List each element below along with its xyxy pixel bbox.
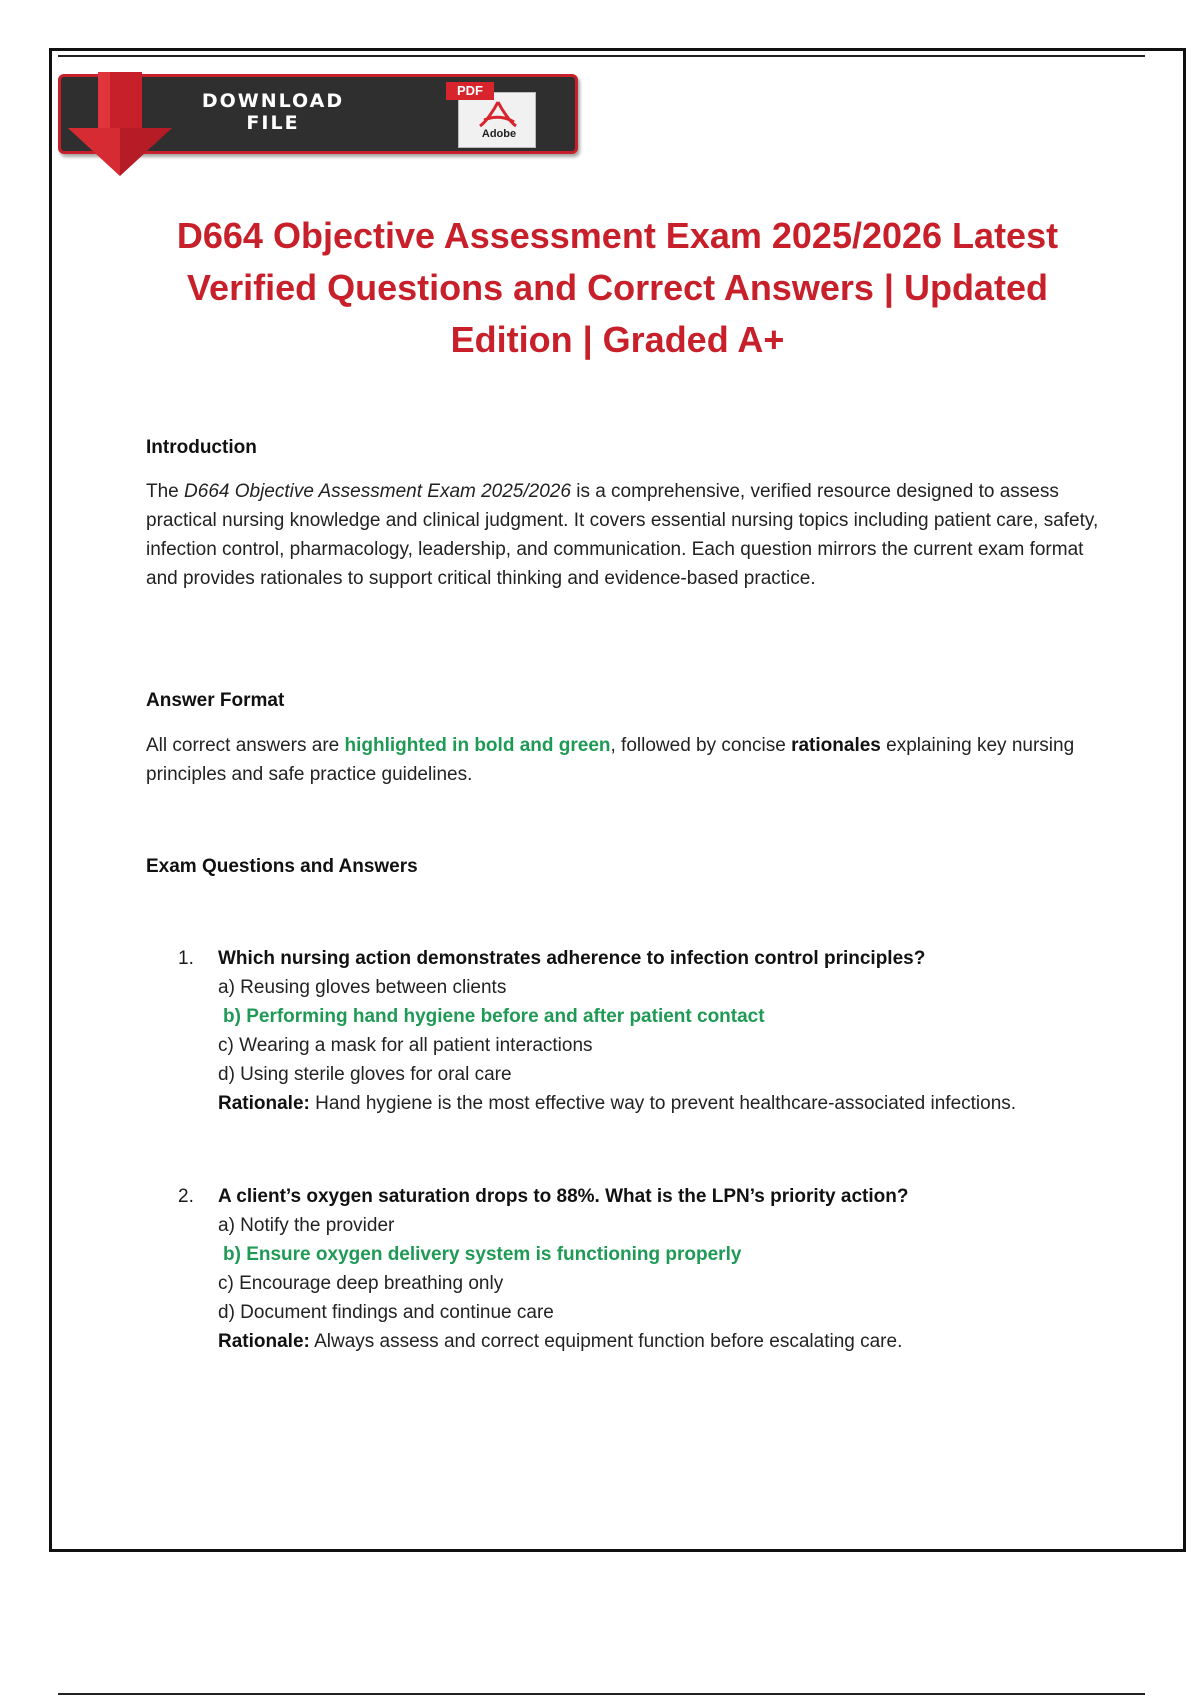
rationale-text: Hand hygiene is the most effective way to prevent healthcare-associated infections. [309,1093,1017,1114]
adobe-logo-icon [476,100,520,130]
pdf-tag: PDF [446,82,494,100]
answer-format-bold-text: rationales [791,735,881,756]
pdf-file-icon [438,82,538,150]
title-line-2: Verified Questions and Correct Answers | Updated [187,267,1048,308]
answer-format-part2: , followed by concise [610,735,792,756]
adobe-label: Adobe [481,128,517,140]
exam-heading: Exam Questions and Answers [146,856,418,877]
introduction-section [146,433,1106,593]
title-line-1: D664 Objective Assessment Exam 2025/2026 Latest [176,215,1059,256]
download-file-banner[interactable] [58,72,578,182]
intro-lead: The [146,481,185,502]
option-b-correct: b) Ensure oxygen delivery system is functioning properly [223,1244,742,1265]
rationale [218,1089,1098,1118]
option-c: c) Encourage deep breathing only [218,1273,504,1294]
top-rule [58,55,1145,57]
title-line-3: Edition | Graded A+ [450,319,785,360]
banner-label-line2: FILE [246,112,300,134]
question-body [218,944,1098,1118]
exam-section [146,852,1106,881]
rationale-text: Always assess and correct equipment function before escalating care. [309,1331,903,1352]
download-arrow-icon [64,72,180,180]
document-title [120,210,1115,366]
introduction-paragraph [146,477,1106,593]
option-d: d) Document findings and continue care [218,1302,554,1323]
intro-rest: is a comprehensive, verified resource designed to assess practical nursing knowledge and clinical judgment. It covers essential nursing topics including patient care, safety, infection control, pharmacology, leadership, and communication. Each question mirrors the current exam format and provides rationales to support critical thinking and evidence-based practice. [146,481,1099,589]
question-number: 2. [178,1186,194,1207]
option-c: c) Wearing a mask for all patient interactions [218,1035,593,1056]
introduction-heading: Introduction [146,437,257,458]
option-a: a) Notify the provider [218,1215,395,1236]
answer-format-section [146,686,1106,789]
answer-format-part1: All correct answers are [146,735,345,756]
banner-label-line1: DOWNLOAD [201,90,345,112]
answer-format-part3: explaining key nursing principles and safe practice guidelines. [146,735,1075,785]
question-text: A client’s oxygen saturation drops to 88%. What is the LPN’s priority action? [218,1186,909,1207]
bottom-rule [58,1693,1145,1695]
option-b-correct: b) Performing hand hygiene before and after patient contact [223,1006,765,1027]
rationale-label: Rationale: [218,1093,310,1114]
option-a: a) Reusing gloves between clients [218,977,507,998]
rationale [218,1327,1098,1356]
rationale-label: Rationale: [218,1331,310,1352]
question-body [218,1182,1098,1356]
banner-label [188,90,358,134]
answer-format-paragraph [146,731,1106,789]
question-number: 1. [178,948,194,969]
answer-format-heading: Answer Format [146,690,285,711]
intro-exam-name: D664 Objective Assessment Exam 2025/2026 [184,481,571,502]
question-text: Which nursing action demonstrates adherence to infection control principles? [218,948,926,969]
option-d: d) Using sterile gloves for oral care [218,1064,512,1085]
answer-format-green-text: highlighted in bold and green [344,735,611,756]
